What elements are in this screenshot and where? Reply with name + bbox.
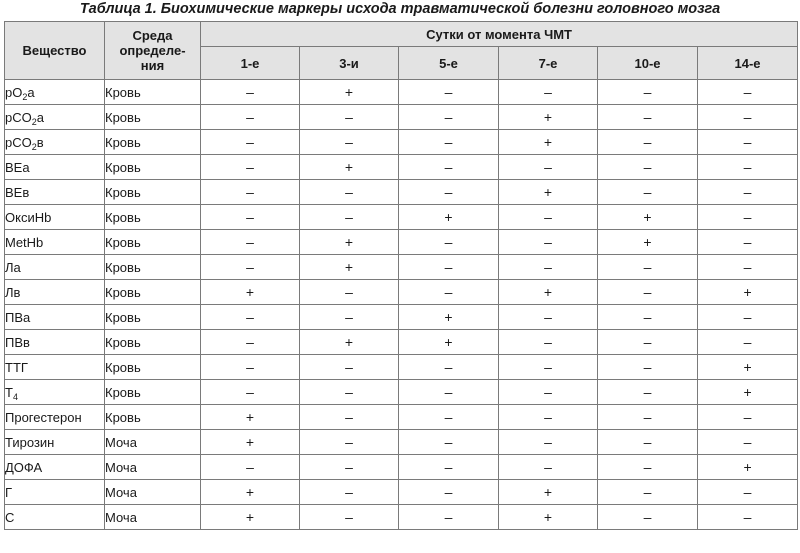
marker-cell: – — [399, 405, 499, 430]
marker-cell: – — [598, 155, 698, 180]
marker-cell: – — [499, 380, 598, 405]
marker-cell: – — [698, 180, 798, 205]
medium-cell: Кровь — [105, 155, 201, 180]
marker-cell: – — [201, 380, 300, 405]
substance-cell — [5, 430, 105, 455]
marker-cell: + — [399, 305, 499, 330]
marker-cell: – — [300, 130, 399, 155]
table-row — [5, 205, 798, 230]
table-row — [5, 130, 798, 155]
marker-cell: – — [598, 355, 698, 380]
marker-cell: – — [598, 280, 698, 305]
medium-cell: Кровь — [105, 280, 201, 305]
header-day: 10-е — [598, 47, 698, 80]
marker-cell: – — [201, 305, 300, 330]
marker-cell: – — [598, 105, 698, 130]
table-row — [5, 355, 798, 380]
medium-cell: Кровь — [105, 355, 201, 380]
marker-cell: – — [300, 455, 399, 480]
marker-cell: – — [698, 505, 798, 530]
substance-cell — [5, 255, 105, 280]
marker-cell: + — [399, 205, 499, 230]
medium-cell: Моча — [105, 455, 201, 480]
header-day: 14-е — [698, 47, 798, 80]
marker-cell: – — [300, 355, 399, 380]
table-row — [5, 455, 798, 480]
marker-cell: – — [201, 180, 300, 205]
substance-cell — [5, 230, 105, 255]
marker-cell: – — [698, 155, 798, 180]
table-row — [5, 105, 798, 130]
medium-cell: Моча — [105, 430, 201, 455]
medium-cell: Кровь — [105, 305, 201, 330]
marker-cell: – — [399, 280, 499, 305]
marker-cell: + — [499, 105, 598, 130]
marker-cell: – — [399, 230, 499, 255]
header-medium-line1: Среда — [132, 28, 173, 43]
marker-cell: + — [598, 205, 698, 230]
marker-cell: – — [698, 255, 798, 280]
marker-cell: + — [499, 180, 598, 205]
marker-cell: – — [499, 330, 598, 355]
substance-name: Прогестерон — [5, 409, 82, 425]
marker-cell: – — [399, 480, 499, 505]
marker-cell: – — [399, 505, 499, 530]
marker-cell: – — [201, 205, 300, 230]
marker-cell: + — [698, 455, 798, 480]
substance-cell — [5, 405, 105, 430]
marker-cell: – — [201, 455, 300, 480]
marker-cell: – — [499, 455, 598, 480]
medium-cell: Кровь — [105, 105, 201, 130]
substance-name: BEа — [5, 159, 30, 175]
substance-cell — [5, 380, 105, 405]
substance-subscript: 4 — [12, 391, 18, 402]
marker-cell: – — [698, 105, 798, 130]
marker-cell: – — [399, 130, 499, 155]
substance-cell — [5, 280, 105, 305]
marker-cell: – — [399, 455, 499, 480]
table-caption: Таблица 1. Биохимические маркеры исхода травматической болезни головного мозга — [79, 1, 721, 17]
marker-cell: – — [698, 330, 798, 355]
substance-cell — [5, 80, 105, 105]
substance-name: Тирозин — [5, 434, 55, 450]
header-day: 5-е — [399, 47, 499, 80]
marker-cell: – — [300, 430, 399, 455]
medium-cell: Кровь — [105, 205, 201, 230]
substance-subscript: 2 — [31, 141, 37, 152]
marker-cell: – — [698, 130, 798, 155]
medium-cell: Моча — [105, 505, 201, 530]
marker-cell: – — [300, 205, 399, 230]
substance-name: ТТГ — [5, 359, 28, 375]
substance-suffix: в — [36, 134, 44, 150]
marker-cell: – — [499, 405, 598, 430]
header-medium-line3: ния — [140, 58, 165, 73]
marker-cell: – — [399, 105, 499, 130]
marker-cell: – — [698, 405, 798, 430]
header-substance: Вещество — [5, 22, 105, 80]
medium-cell: Кровь — [105, 180, 201, 205]
substance-suffix: а — [36, 109, 44, 125]
marker-cell: – — [399, 180, 499, 205]
substance-suffix: а — [27, 84, 35, 100]
marker-cell: + — [300, 330, 399, 355]
substance-name: pCO — [5, 134, 32, 150]
marker-cell: – — [399, 380, 499, 405]
marker-cell: – — [300, 480, 399, 505]
marker-cell: + — [698, 355, 798, 380]
table-row — [5, 305, 798, 330]
substance-cell — [5, 480, 105, 505]
substance-cell — [5, 455, 105, 480]
marker-cell: – — [499, 255, 598, 280]
marker-cell: – — [399, 430, 499, 455]
marker-cell: + — [499, 505, 598, 530]
table-row — [5, 330, 798, 355]
marker-cell: – — [598, 80, 698, 105]
marker-cell: + — [399, 330, 499, 355]
medium-cell: Кровь — [105, 230, 201, 255]
table-row — [5, 230, 798, 255]
medium-cell: Кровь — [105, 405, 201, 430]
substance-name: BEв — [5, 184, 30, 200]
marker-cell: – — [598, 330, 698, 355]
marker-cell: + — [201, 280, 300, 305]
header-days-group: Сутки от момента ЧМТ — [201, 22, 798, 47]
marker-cell: – — [598, 380, 698, 405]
marker-cell: + — [201, 405, 300, 430]
substance-subscript: 2 — [31, 116, 37, 127]
marker-cell: – — [499, 205, 598, 230]
table-header — [5, 22, 798, 80]
substance-name: ДОФА — [5, 459, 43, 475]
marker-cell: + — [300, 155, 399, 180]
header-medium-line2: определе- — [119, 43, 186, 58]
medium-cell: Кровь — [105, 255, 201, 280]
marker-cell: – — [300, 380, 399, 405]
substance-name: T — [5, 384, 13, 400]
table-row — [5, 180, 798, 205]
substance-name: Лв — [5, 284, 21, 300]
substance-cell — [5, 205, 105, 230]
marker-cell: – — [201, 80, 300, 105]
substance-cell — [5, 130, 105, 155]
marker-cell: – — [399, 355, 499, 380]
marker-cell: + — [201, 505, 300, 530]
table-body — [5, 80, 798, 530]
table-row — [5, 155, 798, 180]
marker-cell: – — [698, 480, 798, 505]
marker-cell: + — [499, 130, 598, 155]
substance-name: ПВв — [5, 334, 30, 350]
marker-cell: + — [300, 255, 399, 280]
marker-cell: – — [300, 305, 399, 330]
header-day: 3-и — [300, 47, 399, 80]
marker-cell: – — [201, 355, 300, 380]
marker-cell: – — [598, 305, 698, 330]
marker-cell: – — [598, 455, 698, 480]
marker-cell: – — [598, 130, 698, 155]
marker-cell: + — [201, 480, 300, 505]
marker-cell: – — [300, 405, 399, 430]
substance-name: Ла — [5, 259, 21, 275]
substance-cell — [5, 105, 105, 130]
marker-cell: – — [499, 305, 598, 330]
table-row — [5, 430, 798, 455]
marker-cell: – — [300, 505, 399, 530]
marker-cell: + — [598, 230, 698, 255]
marker-cell: – — [201, 105, 300, 130]
header-day: 7-е — [499, 47, 598, 80]
marker-cell: + — [499, 480, 598, 505]
substance-name: pO — [5, 84, 23, 100]
marker-cell: – — [499, 80, 598, 105]
marker-cell: – — [201, 130, 300, 155]
substance-name: С — [5, 509, 15, 525]
marker-cell: – — [598, 180, 698, 205]
marker-cell: – — [598, 480, 698, 505]
marker-cell: – — [698, 205, 798, 230]
marker-cell: + — [300, 80, 399, 105]
marker-cell: – — [300, 280, 399, 305]
marker-cell: – — [201, 155, 300, 180]
marker-cell: – — [399, 80, 499, 105]
marker-cell: + — [698, 380, 798, 405]
substance-name: MetHb — [5, 234, 44, 250]
table-row — [5, 280, 798, 305]
substance-cell — [5, 305, 105, 330]
table-row — [5, 505, 798, 530]
substance-cell — [5, 330, 105, 355]
marker-cell: – — [598, 505, 698, 530]
medium-cell: Кровь — [105, 130, 201, 155]
header-medium — [105, 22, 201, 80]
marker-cell: + — [499, 280, 598, 305]
marker-cell: – — [598, 405, 698, 430]
marker-cell: + — [300, 230, 399, 255]
medium-cell: Моча — [105, 480, 201, 505]
substance-name: pCO — [5, 109, 32, 125]
table-row — [5, 480, 798, 505]
biochemical-markers-table — [4, 21, 798, 530]
table-row — [5, 380, 798, 405]
marker-cell: – — [201, 230, 300, 255]
marker-cell: – — [300, 105, 399, 130]
marker-cell: + — [201, 430, 300, 455]
marker-cell: – — [698, 305, 798, 330]
marker-cell: – — [300, 180, 399, 205]
substance-cell — [5, 355, 105, 380]
substance-cell — [5, 155, 105, 180]
medium-cell: Кровь — [105, 380, 201, 405]
marker-cell: – — [698, 80, 798, 105]
marker-cell: – — [201, 255, 300, 280]
medium-cell: Кровь — [105, 80, 201, 105]
marker-cell: + — [698, 280, 798, 305]
marker-cell: – — [598, 430, 698, 455]
header-day: 1-е — [201, 47, 300, 80]
marker-cell: – — [499, 355, 598, 380]
marker-cell: – — [698, 430, 798, 455]
substance-name: ОксиHb — [5, 209, 52, 225]
marker-cell: – — [499, 230, 598, 255]
table-row — [5, 80, 798, 105]
marker-cell: – — [399, 255, 499, 280]
table-row — [5, 255, 798, 280]
marker-cell: – — [499, 430, 598, 455]
marker-cell: – — [201, 330, 300, 355]
marker-cell: – — [499, 155, 598, 180]
substance-cell — [5, 505, 105, 530]
substance-subscript: 2 — [22, 91, 28, 102]
marker-cell: – — [598, 255, 698, 280]
substance-name: Г — [5, 484, 13, 500]
marker-cell: – — [399, 155, 499, 180]
table-row — [5, 405, 798, 430]
substance-name: ПВа — [5, 309, 31, 325]
marker-cell: – — [698, 230, 798, 255]
medium-cell: Кровь — [105, 330, 201, 355]
substance-cell — [5, 180, 105, 205]
